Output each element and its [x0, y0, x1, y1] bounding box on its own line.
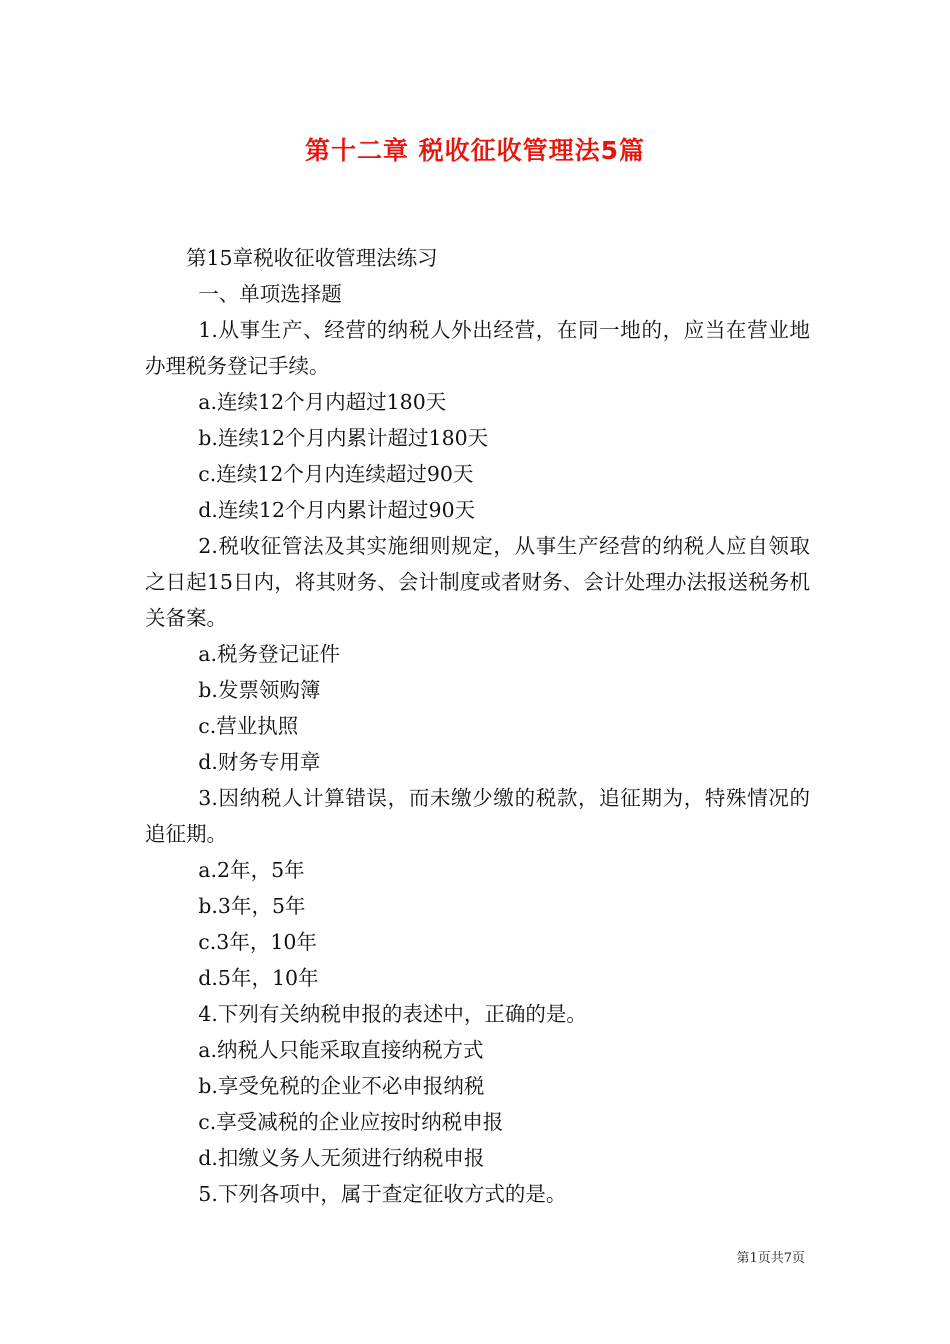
question-2: 2.税收征管法及其实施细则规定，从事生产经营的纳税人应自领取之日起15日内，将其财务、会计制度或者财务、会计处理办法报送税务机关备案。	[145, 534, 810, 630]
option-2d: d.财务专用章	[198, 750, 321, 774]
option-3b: b.3年，5年	[198, 894, 306, 918]
section-heading: 一、单项选择题	[198, 282, 342, 306]
option-4b: b.享受免税的企业不必申报纳税	[198, 1074, 485, 1098]
option-2a: a.税务登记证件	[198, 642, 341, 666]
option-4a: a.纳税人只能采取直接纳税方式	[198, 1038, 484, 1062]
option-4d: d.扣缴义务人无须进行纳税申报	[198, 1146, 485, 1170]
paragraph: 第15章税收征收管理法练习	[186, 246, 438, 270]
document-body	[145, 240, 810, 1212]
question-1: 1.从事生产、经营的纳税人外出经营，在同一地的，应当在营业地办理税务登记手续。	[145, 318, 810, 378]
question-5: 5.下列各项中，属于查定征收方式的是。	[198, 1182, 567, 1206]
page-number-footer: 第1页共7页	[736, 1251, 805, 1266]
option-3a: a.2年，5年	[198, 858, 305, 882]
question-3: 3.因纳税人计算错误，而未缴少缴的税款，追征期为，特殊情况的追征期。	[145, 786, 810, 846]
option-3d: d.5年，10年	[198, 966, 319, 990]
option-1c: c.连续12个月内连续超过90天	[198, 462, 474, 486]
option-3c: c.3年，10年	[198, 930, 317, 954]
option-4c: c.享受减税的企业应按时纳税申报	[198, 1110, 504, 1134]
option-2b: b.发票领购簿	[198, 678, 321, 702]
option-1d: d.连续12个月内累计超过90天	[198, 498, 476, 522]
option-2c: c.营业执照	[198, 714, 299, 738]
document-title: 第十二章 税收征收管理法5篇	[304, 136, 646, 165]
option-1a: a.连续12个月内超过180天	[198, 390, 447, 414]
question-4: 4.下列有关纳税申报的表述中，正确的是。	[198, 1002, 587, 1026]
option-1b: b.连续12个月内累计超过180天	[198, 426, 489, 450]
